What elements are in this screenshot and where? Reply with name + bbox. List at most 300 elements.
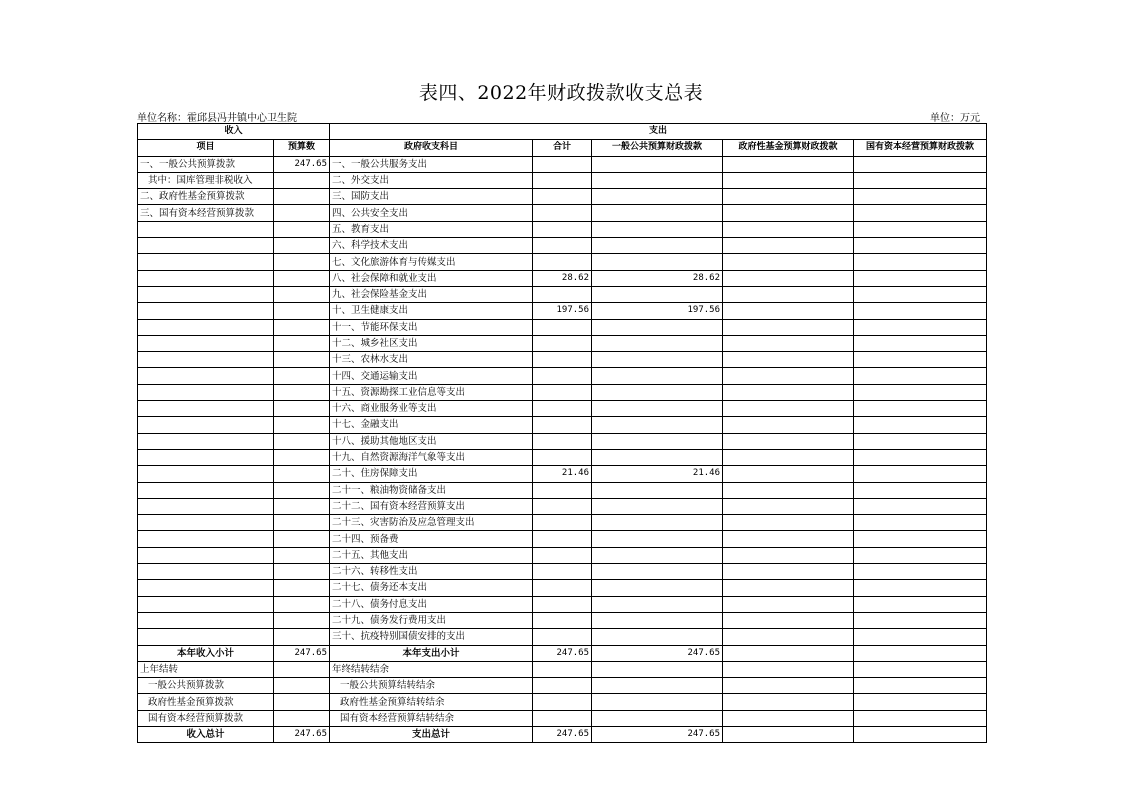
general-cell [592,629,723,645]
state-capital-cell [854,498,987,514]
general-cell: 28.62 [592,270,723,286]
total-cell [533,238,592,254]
table-row [138,205,987,221]
total-cell: 197.56 [533,303,592,319]
state-capital-cell [854,270,987,286]
budget-cell [274,449,330,465]
budget-cell [274,303,330,319]
table-row [138,612,987,628]
state-capital-cell [854,645,987,661]
general-header: 一般公共预算财政拨款 [592,140,723,156]
subject-cell: 七、文化旅游体育与传媒支出 [330,254,533,270]
subject-cell: 十二、城乡社区支出 [330,335,533,351]
general-cell [592,433,723,449]
budget-cell [274,564,330,580]
item-cell [138,335,274,351]
subject-cell: 八、社会保障和就业支出 [330,270,533,286]
total-cell: 21.46 [533,466,592,482]
subject-cell: 十六、商业服务业等支出 [330,401,533,417]
state-capital-cell [854,417,987,433]
fund-cell [723,417,854,433]
table-row [138,433,987,449]
total-cell [533,156,592,172]
item-cell [138,238,274,254]
budget-cell [274,710,330,726]
subject-cell: 二十一、粮油物资储备支出 [330,482,533,498]
table-row [138,531,987,547]
general-cell [592,531,723,547]
fund-cell [723,547,854,563]
subject-cell: 二十三、灾害防治及应急管理支出 [330,515,533,531]
item-cell: 一、一般公共预算拨款 [138,156,274,172]
item-cell [138,352,274,368]
state-capital-cell [854,433,987,449]
total-cell [533,433,592,449]
item-cell [138,433,274,449]
item-cell [138,531,274,547]
general-cell [592,238,723,254]
item-cell: 二、政府性基金预算拨款 [138,189,274,205]
total-cell: 247.65 [533,645,592,661]
fund-cell [723,498,854,514]
budget-cell [274,238,330,254]
subject-cell: 一、一般公共服务支出 [330,156,533,172]
subject-cell: 十四、交通运输支出 [330,368,533,384]
budget-cell [274,221,330,237]
table-row [138,417,987,433]
income-header: 收入 [138,124,330,140]
fund-cell [723,303,854,319]
general-cell [592,384,723,400]
table-row [138,319,987,335]
general-cell: 197.56 [592,303,723,319]
budget-cell [274,547,330,563]
subject-cell: 五、教育支出 [330,221,533,237]
fund-cell [723,238,854,254]
state-capital-cell [854,368,987,384]
table-row [138,335,987,351]
state-capital-cell [854,580,987,596]
fund-cell [723,335,854,351]
subject-cell: 二十、住房保障支出 [330,466,533,482]
table-row [138,270,987,286]
carry-row [138,661,987,677]
general-cell: 21.46 [592,466,723,482]
item-cell: 国有资本经营预算拨款 [138,710,274,726]
total-cell [533,710,592,726]
budget-cell [274,352,330,368]
state-capital-cell [854,221,987,237]
total-cell [533,612,592,628]
budget-cell: 247.65 [274,156,330,172]
table-row [138,221,987,237]
general-cell [592,335,723,351]
table-row [138,515,987,531]
fund-cell [723,710,854,726]
table-row [138,303,987,319]
budget-header: 预算数 [274,140,330,156]
item-cell [138,384,274,400]
item-cell: 上年结转 [138,661,274,677]
total-cell [533,629,592,645]
budget-cell [274,466,330,482]
fund-cell [723,515,854,531]
subject-cell: 六、科学技术支出 [330,238,533,254]
subject-cell: 十、卫生健康支出 [330,303,533,319]
general-cell [592,449,723,465]
table-row [138,189,987,205]
item-cell [138,498,274,514]
general-cell [592,515,723,531]
state-capital-cell [854,172,987,188]
fund-cell [723,596,854,612]
item-cell [138,254,274,270]
state-capital-cell [854,564,987,580]
table-row [138,498,987,514]
fund-cell [723,286,854,302]
fund-cell [723,384,854,400]
expenditure-header: 支出 [330,124,987,140]
item-cell [138,417,274,433]
fund-cell [723,433,854,449]
item-cell [138,629,274,645]
budget-cell [274,531,330,547]
fund-cell [723,580,854,596]
total-cell [533,498,592,514]
item-cell [138,401,274,417]
item-cell: 三、国有资本经营预算拨款 [138,205,274,221]
fund-cell [723,694,854,710]
general-cell [592,547,723,563]
total-cell [533,189,592,205]
state-capital-cell [854,156,987,172]
state-capital-cell [854,286,987,302]
subject-cell: 二十四、预备费 [330,531,533,547]
general-cell [592,401,723,417]
item-cell [138,466,274,482]
general-cell [592,612,723,628]
state-capital-cell [854,629,987,645]
subject-cell: 二十七、债务还本支出 [330,580,533,596]
table-row [138,286,987,302]
subject-cell: 十八、援助其他地区支出 [330,433,533,449]
general-cell [592,286,723,302]
fund-cell [723,726,854,742]
fund-cell [723,189,854,205]
general-cell [592,172,723,188]
fund-cell [723,482,854,498]
general-cell [592,678,723,694]
table-row [138,368,987,384]
fund-cell [723,401,854,417]
budget-cell [274,270,330,286]
subject-cell: 十五、资源勘探工业信息等支出 [330,384,533,400]
state-capital-cell [854,238,987,254]
item-header: 项目 [138,140,274,156]
total-cell [533,482,592,498]
unit-label: 单位：万元 [930,113,980,124]
fund-cell [723,352,854,368]
general-cell [592,694,723,710]
page-title: 表四、2022年财政拨款收支总表 [418,82,704,104]
subject-cell: 十七、金融支出 [330,417,533,433]
table-row [138,580,987,596]
total-cell [533,352,592,368]
header-row-columns [138,140,987,156]
general-cell: 247.65 [592,726,723,742]
item-cell: 收入总计 [138,726,274,742]
general-cell [592,482,723,498]
table-row [138,172,987,188]
table-row [138,238,987,254]
subtotal-row [138,645,987,661]
general-cell [592,205,723,221]
budget-cell [274,319,330,335]
total-cell [533,401,592,417]
item-cell [138,221,274,237]
subject-cell: 国有资本经营预算结转结余 [330,710,533,726]
general-cell [592,661,723,677]
item-cell: 其中：国库管理非税收入 [138,172,274,188]
budget-cell [274,286,330,302]
fund-cell [723,645,854,661]
total-header: 合计 [533,140,592,156]
budget-cell [274,254,330,270]
budget-cell [274,515,330,531]
fund-cell [723,270,854,286]
subject-cell: 政府性基金预算结转结余 [330,694,533,710]
table-row [138,629,987,645]
total-cell [533,694,592,710]
general-cell [592,156,723,172]
state-capital-cell [854,352,987,368]
item-cell [138,564,274,580]
subject-cell: 三十、抗疫特别国债安排的支出 [330,629,533,645]
budget-cell [274,205,330,221]
state-capital-cell [854,384,987,400]
general-cell [592,417,723,433]
subject-cell: 二、外交支出 [330,172,533,188]
total-cell [533,319,592,335]
general-cell [592,596,723,612]
total-cell [533,417,592,433]
subject-cell: 九、社会保险基金支出 [330,286,533,302]
state-capital-cell [854,449,987,465]
state-capital-header: 国有资本经营预算财政拨款 [854,140,987,156]
general-cell: 247.65 [592,645,723,661]
total-cell [533,531,592,547]
item-cell: 本年收入小计 [138,645,274,661]
table-row [138,596,987,612]
item-cell [138,612,274,628]
fund-cell [723,564,854,580]
fund-cell [723,368,854,384]
total-cell [533,564,592,580]
state-capital-cell [854,531,987,547]
item-cell [138,303,274,319]
total-cell [533,221,592,237]
total-cell [533,678,592,694]
fund-header: 政府性基金预算财政拨款 [723,140,854,156]
subject-cell: 二十五、其他支出 [330,547,533,563]
budget-cell [274,189,330,205]
subject-cell: 一般公共预算结转结余 [330,678,533,694]
general-cell [592,189,723,205]
general-cell [592,254,723,270]
subject-cell: 年终结转结余 [330,661,533,677]
table-row [138,352,987,368]
total-cell: 247.65 [533,726,592,742]
unit-name: 单位名称：霍邱县冯井镇中心卫生院 [137,113,297,124]
budget-cell [274,482,330,498]
general-cell [592,710,723,726]
table-row [138,449,987,465]
item-cell [138,515,274,531]
state-capital-cell [854,726,987,742]
budget-cell: 247.65 [274,726,330,742]
total-cell: 28.62 [533,270,592,286]
subject-cell: 四、公共安全支出 [330,205,533,221]
state-capital-cell [854,401,987,417]
state-capital-cell [854,515,987,531]
total-cell [533,580,592,596]
subject-cell: 本年支出小计 [330,645,533,661]
general-cell [592,221,723,237]
general-cell [592,368,723,384]
budget-cell [274,401,330,417]
state-capital-cell [854,661,987,677]
total-cell [533,335,592,351]
budget-cell [274,580,330,596]
total-cell [533,172,592,188]
state-capital-cell [854,335,987,351]
subject-cell: 三、国防支出 [330,189,533,205]
fund-cell [723,661,854,677]
budget-cell [274,678,330,694]
subject-header: 政府收支科目 [330,140,533,156]
table-row [138,156,987,172]
fund-cell [723,172,854,188]
budget-cell [274,498,330,514]
item-cell [138,368,274,384]
table-row [138,564,987,580]
fund-cell [723,205,854,221]
state-capital-cell [854,612,987,628]
fund-cell [723,466,854,482]
item-cell [138,596,274,612]
total-cell [533,205,592,221]
total-cell [533,547,592,563]
budget-cell [274,172,330,188]
state-capital-cell [854,189,987,205]
budget-cell: 247.65 [274,645,330,661]
subject-cell: 二十八、债务付息支出 [330,596,533,612]
fund-cell [723,678,854,694]
budget-cell [274,417,330,433]
state-capital-cell [854,303,987,319]
table-row [138,401,987,417]
subject-cell: 支出总计 [330,726,533,742]
budget-cell [274,335,330,351]
general-cell [592,564,723,580]
state-capital-cell [854,547,987,563]
item-cell: 一般公共预算拨款 [138,678,274,694]
item-cell [138,449,274,465]
state-capital-cell [854,596,987,612]
fund-cell [723,612,854,628]
budget-cell [274,694,330,710]
carry-row [138,710,987,726]
header-row-group [138,124,987,140]
item-cell [138,547,274,563]
item-cell [138,580,274,596]
fund-cell [723,254,854,270]
subject-cell: 二十六、转移性支出 [330,564,533,580]
general-cell [592,498,723,514]
carry-row [138,694,987,710]
item-cell [138,270,274,286]
total-cell [533,254,592,270]
state-capital-cell [854,710,987,726]
budget-cell [274,368,330,384]
total-cell [533,368,592,384]
subject-cell: 十一、节能环保支出 [330,319,533,335]
state-capital-cell [854,254,987,270]
subject-cell: 十九、自然资源海洋气象等支出 [330,449,533,465]
fund-cell [723,449,854,465]
item-cell [138,286,274,302]
table-row [138,384,987,400]
budget-cell [274,384,330,400]
state-capital-cell [854,319,987,335]
total-cell [533,661,592,677]
total-cell [533,286,592,302]
budget-cell [274,596,330,612]
item-cell [138,319,274,335]
state-capital-cell [854,678,987,694]
general-cell [592,319,723,335]
state-capital-cell [854,205,987,221]
total-cell [533,449,592,465]
item-cell: 政府性基金预算拨款 [138,694,274,710]
state-capital-cell [854,482,987,498]
grand-total-row [138,726,987,742]
general-cell [592,580,723,596]
fund-cell [723,156,854,172]
subject-cell: 二十二、国有资本经营预算支出 [330,498,533,514]
total-cell [533,596,592,612]
fund-cell [723,531,854,547]
budget-cell [274,433,330,449]
subject-cell: 十三、农林水支出 [330,352,533,368]
fund-cell [723,319,854,335]
budget-table [137,123,987,743]
fund-cell [723,629,854,645]
table-row [138,254,987,270]
total-cell [533,515,592,531]
table-row [138,547,987,563]
budget-cell [274,661,330,677]
table-row [138,466,987,482]
general-cell [592,352,723,368]
budget-cell [274,629,330,645]
fund-cell [723,221,854,237]
carry-row [138,678,987,694]
subject-cell: 二十九、债务发行费用支出 [330,612,533,628]
state-capital-cell [854,466,987,482]
budget-cell [274,612,330,628]
total-cell [533,384,592,400]
